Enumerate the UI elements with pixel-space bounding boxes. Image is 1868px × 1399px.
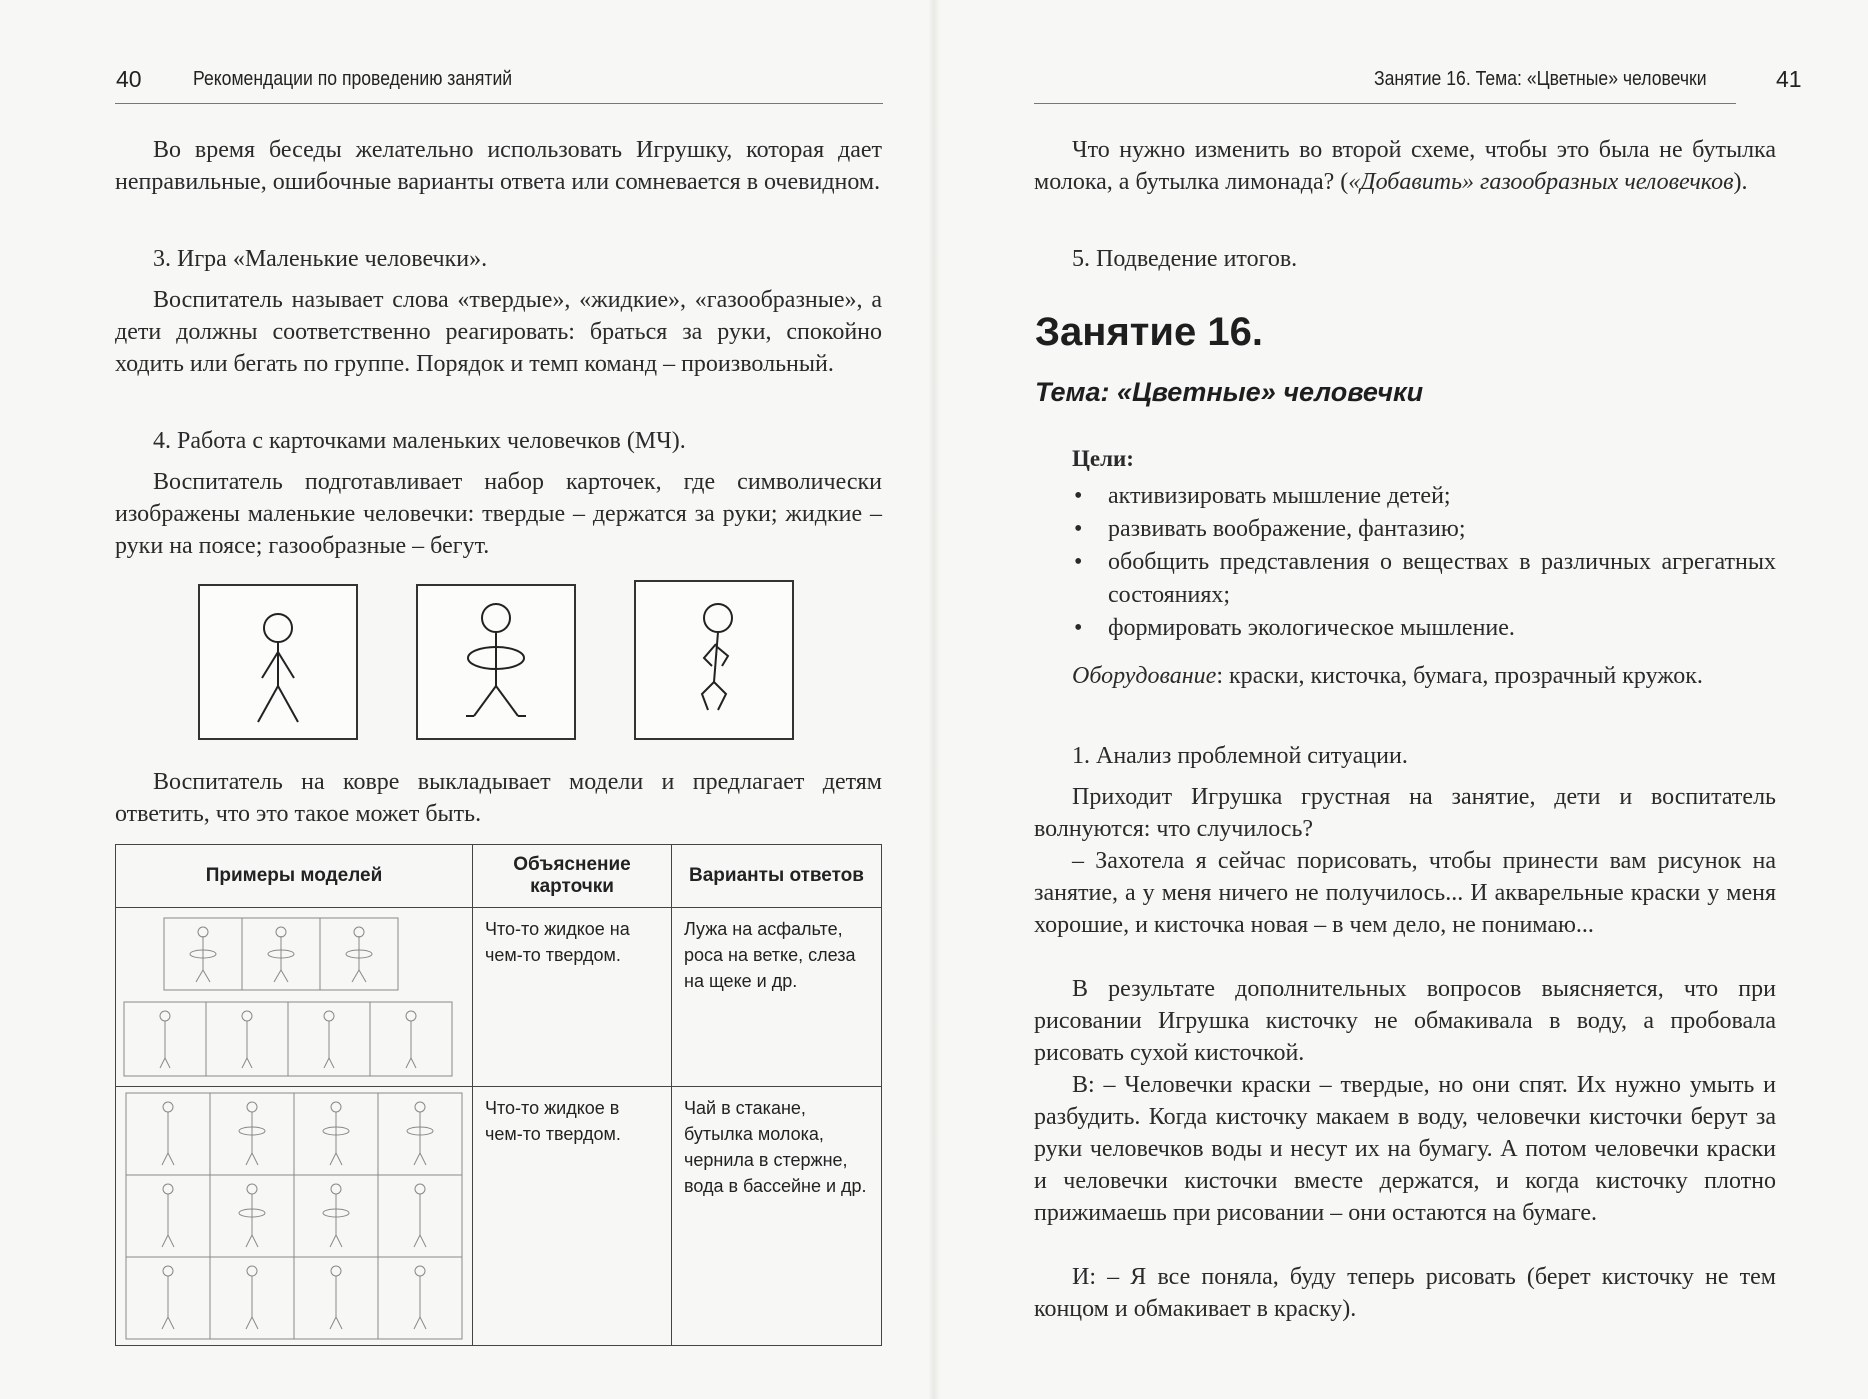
list-item: 5. Подведение итогов. bbox=[1072, 246, 1298, 272]
stick-figure-gas-icon bbox=[636, 582, 792, 738]
answer-variants: Чай в стакане, бутылка молока, чернила в стержне, вода в бассейне и др. bbox=[684, 1098, 867, 1196]
answer-variants: Лужа на асфальте, роса на ветке, слеза на щеке и др. bbox=[684, 919, 856, 991]
table-row bbox=[116, 908, 882, 1087]
page-number: 41 bbox=[1776, 66, 1802, 92]
paragraph: Приходит Игрушка грустная на занятие, дети и воспитатель волнуются: что случилось? bbox=[1034, 784, 1776, 842]
paragraph: Воспитатель называет слова «твердые», «жидкие», «газообразные», а дети должны соответственно реагировать: браться за руки, спокойно ходить или бегать по группе. Порядок и темп команд – произвольный. bbox=[115, 287, 882, 377]
answers-cell bbox=[672, 1087, 882, 1346]
table-header: Объяснение карточки bbox=[473, 845, 672, 908]
list-item: 3. Игра «Маленькие человечки». bbox=[153, 246, 488, 272]
page-number: 40 bbox=[116, 66, 142, 92]
list-item: • активизировать мышление детей; bbox=[1074, 483, 1451, 509]
list-item: 1. Анализ проблемной ситуации. bbox=[1072, 743, 1408, 769]
model-liquid-in-solid-icon bbox=[116, 1087, 472, 1345]
header-rule bbox=[1034, 103, 1736, 104]
card-gas-figure bbox=[634, 580, 794, 740]
explanation-cell bbox=[473, 908, 672, 1087]
paragraph: Во время беседы желательно использовать Игрушку, которая дает неправильные, ошибочные варианты ответа или сомневается в очевидном. bbox=[115, 137, 882, 195]
table-row bbox=[116, 1087, 882, 1346]
card-explanation: Что-то жидкое на чем-то твердом. bbox=[485, 919, 630, 965]
paragraph: В результате дополнительных вопросов выясняется, что при рисовании Игрушка кисточку не обмакивала в воду, а пробовала рисовать сухой кисточкой. bbox=[1034, 976, 1776, 1066]
running-head: Рекомендации по проведению занятий bbox=[193, 68, 513, 90]
explanation-cell bbox=[473, 1087, 672, 1346]
goals-label: Цели: bbox=[1072, 446, 1134, 471]
header-rule bbox=[115, 103, 883, 104]
model-cell bbox=[116, 1087, 473, 1346]
lesson-topic: Тема: «Цветные» человечки bbox=[1035, 377, 1424, 407]
paragraph: Воспитатель на ковре выкладывает модели и предлагает детям ответить, что это такое может быть. bbox=[115, 769, 882, 827]
list-item: • формировать экологическое мышление. bbox=[1074, 615, 1515, 641]
equipment-label: Оборудование bbox=[1072, 663, 1217, 689]
paragraph: Воспитатель подготавливает набор карточек, где символически изображены маленькие человечки: твердые – держатся за руки; жидкие – руки на поясе; газообразные – бегут. bbox=[115, 469, 882, 559]
list-item: • обобщить представления о веществах в различных агрегатных состояниях; bbox=[1074, 549, 1776, 608]
list-item: 4. Работа с карточками маленьких человечков (МЧ). bbox=[153, 428, 686, 454]
paragraph: Что нужно изменить во второй схеме, чтобы это была не бутылка молока, а бутылка лимонада? («Добавить» газообразных человечков). bbox=[1034, 137, 1776, 195]
paragraph: – Захотела я сейчас порисовать, чтобы принести вам рисунок на занятие, а у меня ничего не получилось... И акварельные краски у меня хорошие, и кисточка новая – в чем дело, не понимаю... bbox=[1034, 848, 1776, 938]
model-cell bbox=[116, 908, 473, 1087]
paragraph: И: – Я все поняла, буду теперь рисовать (берет кисточку не тем концом и обмакивает в краску). bbox=[1034, 1264, 1776, 1322]
model-liquid-on-solid-icon bbox=[116, 908, 472, 1086]
italic-answer: «Добавить» газообразных человечков bbox=[1348, 169, 1734, 195]
card-explanation: Что-то жидкое в чем-то твердом. bbox=[485, 1098, 621, 1144]
card-liquid-figure bbox=[416, 584, 576, 740]
models-table bbox=[115, 844, 882, 1346]
lesson-title: Занятие 16. bbox=[1035, 310, 1263, 354]
running-head: Занятие 16. Тема: «Цветные» человечки bbox=[1374, 68, 1707, 90]
table-header: Примеры моделей bbox=[116, 845, 473, 908]
right-page bbox=[934, 0, 1868, 1399]
list-item: • развивать воображение, фантазию; bbox=[1074, 516, 1466, 542]
table-header: Варианты ответов bbox=[672, 845, 882, 908]
stick-figure-solid-icon bbox=[200, 586, 356, 738]
card-solid-figure bbox=[198, 584, 358, 740]
stick-figure-liquid-icon bbox=[418, 586, 574, 738]
paragraph: В: – Человечки краски – твердые, но они спят. Их нужно умыть и разбудить. Когда кисточку макаем в воду, человечки кисточки берут за руки человечков воды и несут их на бумагу. А потом человечки краски и человечки кисточки вместе держатся, и когда кисточку плотно прижимаешь при рисовании – они остаются на бумаге. bbox=[1034, 1072, 1776, 1226]
answers-cell bbox=[672, 908, 882, 1087]
paragraph: Оборудование: краски, кисточка, бумага, прозрачный кружок. bbox=[1072, 663, 1703, 689]
